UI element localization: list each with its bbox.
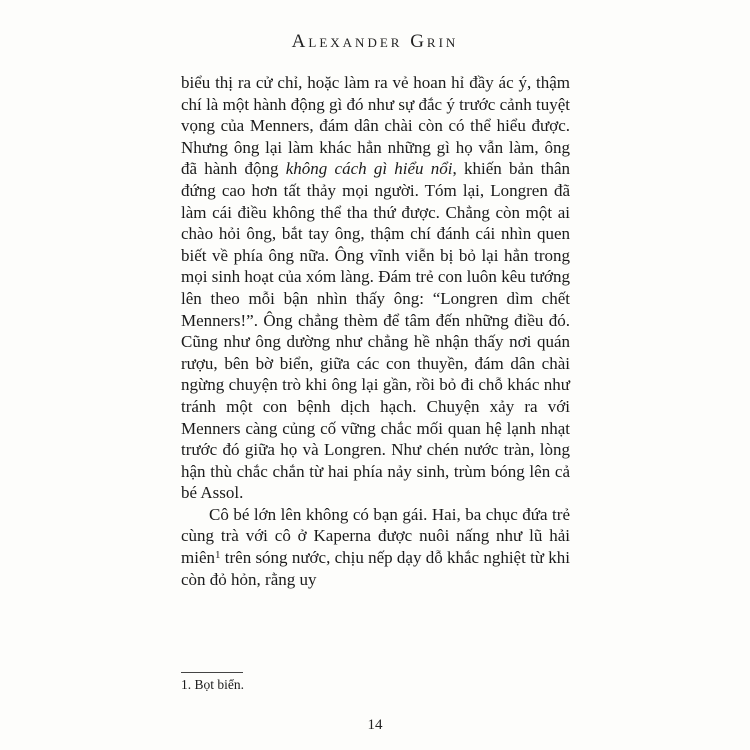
italic-phrase: không cách gì hiểu nổi [285, 159, 453, 179]
page-number: 14 [367, 717, 383, 733]
footnote-block [181, 672, 570, 693]
footnote-rule [181, 672, 243, 673]
footnote: 1. Bọt biển. [181, 677, 244, 692]
paragraph: Cô bé lớn lên không có bạn gái. Hai, ba chục đứa trẻ cùng trà với cô ở Kaperna được nuôi nấng như lũ hải miên$^1$ trên sóng nước, chịu nếp dạy dỗ khắc nghiệt từ khi còn đỏ hỏn, rằng uy [181, 504, 570, 589]
paragraph: biểu thị ra cử chỉ, hoặc làm ra vẻ hoan hỉ đầy ác ý, thậm chí là một hành động gì đó như sự đắc ý trước cảnh tuyệt vọng của Menners, đám dân chài còn có thể hiểu được. Nhưng ông lại làm khác hẳn những gì họ vẫn làm, ông đã hành động không cách gì hiểu nổi, khiến bản thân đứng cao hơn tất thảy mọi người. Tóm lại, Longren đã làm cái điều không thể tha thứ được. Chẳng còn một ai chào hỏi ông, bắt tay ông, thậm chí đánh cái nhìn quen biết về phía ông nữa. Ông vĩnh viễn bị bỏ lại hẳn trong mọi sinh hoạt của xóm làng. Đám trẻ con luôn kêu tướng lên theo mỗi bận nhìn thấy ông: “Longren dìm chết Menners!”. Ông chẳng thèm để tâm đến những điều đó. Cũng như ông dường như chẳng hề nhận thấy nơi quán rượu, bên bờ biển, giữa các con thuyền, đám dân chài ngừng chuyện trò khi ông lại gần, rồi bỏ đi chỗ khác như tránh một con bệnh dịch hạch. Chuyện xảy ra với Menners càng củng cố vững chắc mối quan hệ lạnh nhạt trước đó giữa họ và Longren. Như chén nước tràn, lòng hận thù chắc chắn từ hai phía nảy sinh, trùm bóng lên cả bé Assol. [181, 73, 570, 503]
body-text [181, 72, 570, 590]
footnote-marker: 1 [215, 549, 221, 562]
running-head-author: Alexander Grin [291, 31, 459, 52]
